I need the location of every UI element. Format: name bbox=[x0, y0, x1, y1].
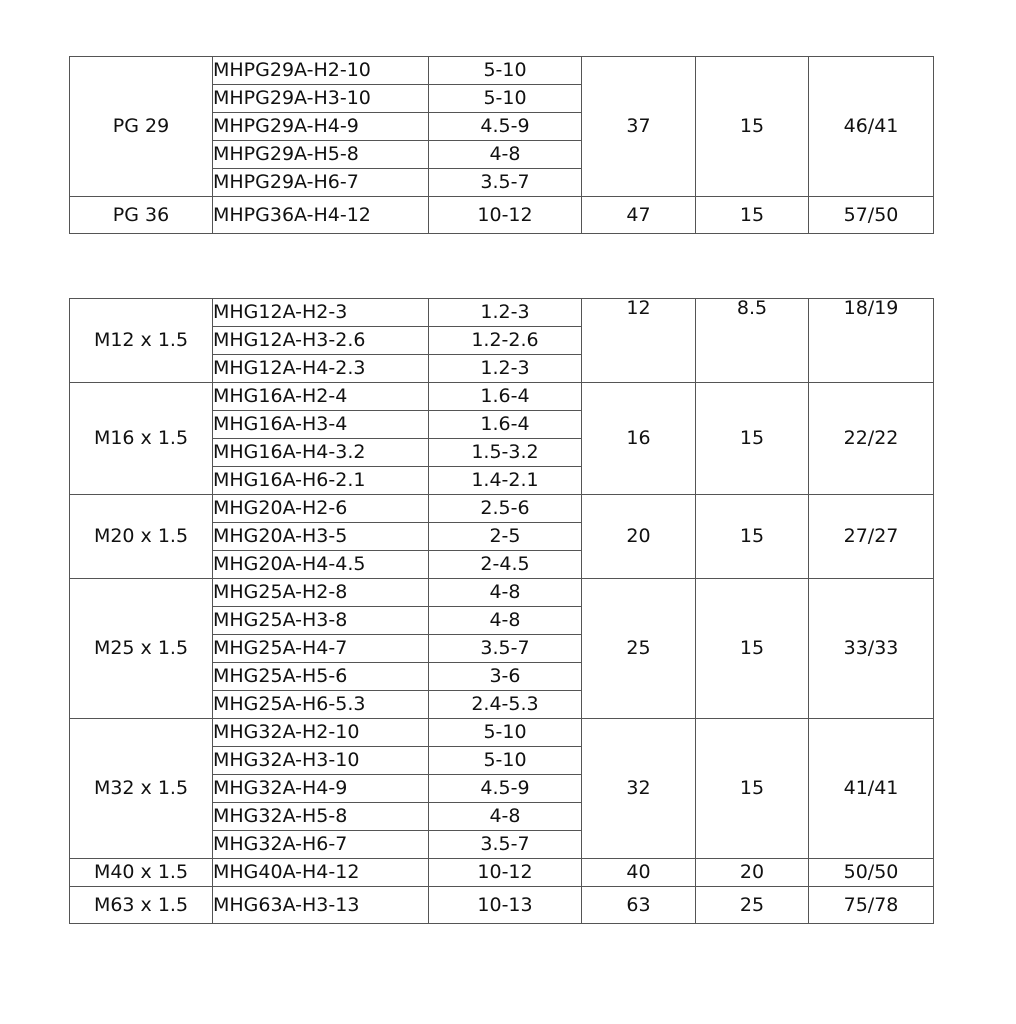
col5-cell: 15 bbox=[696, 495, 809, 579]
thread-cell: M20 x 1.5 bbox=[70, 495, 213, 579]
model-cell: MHG25A-H4-7 bbox=[213, 635, 429, 663]
model-cell: MHG40A-H4-12 bbox=[213, 859, 429, 887]
col4-cell: 47 bbox=[582, 197, 696, 234]
range-cell: 2-5 bbox=[429, 523, 582, 551]
range-cell: 10-12 bbox=[429, 859, 582, 887]
thread-cell: M40 x 1.5 bbox=[70, 859, 213, 887]
col4-cell: 32 bbox=[582, 719, 696, 859]
col4-cell: 40 bbox=[582, 859, 696, 887]
range-cell: 5-10 bbox=[429, 747, 582, 775]
col4-cell: 16 bbox=[582, 383, 696, 495]
col6-cell: 22/22 bbox=[809, 383, 934, 495]
col4-cell: 25 bbox=[582, 579, 696, 719]
model-cell: MHG16A-H6-2.1 bbox=[213, 467, 429, 495]
col5-cell: 8.5 bbox=[696, 299, 809, 383]
col4-cell: 12 bbox=[582, 299, 696, 383]
table-row bbox=[70, 299, 934, 327]
range-cell: 10-12 bbox=[429, 197, 582, 234]
range-cell: 4.5-9 bbox=[429, 113, 582, 141]
range-cell: 3.5-7 bbox=[429, 169, 582, 197]
col5-cell: 15 bbox=[696, 579, 809, 719]
model-cell: MHG16A-H4-3.2 bbox=[213, 439, 429, 467]
table-row bbox=[70, 579, 934, 607]
table-row bbox=[70, 887, 934, 924]
col6-cell: 57/50 bbox=[809, 197, 934, 234]
model-cell: MHG25A-H2-8 bbox=[213, 579, 429, 607]
range-cell: 1.5-3.2 bbox=[429, 439, 582, 467]
spec-table-pg bbox=[69, 56, 934, 234]
table-row bbox=[70, 495, 934, 523]
range-cell: 1.4-2.1 bbox=[429, 467, 582, 495]
range-cell: 1.2-3 bbox=[429, 355, 582, 383]
model-cell: MHG32A-H4-9 bbox=[213, 775, 429, 803]
thread-cell: M12 x 1.5 bbox=[70, 299, 213, 383]
range-cell: 4.5-9 bbox=[429, 775, 582, 803]
col4-cell: 63 bbox=[582, 887, 696, 924]
col4-cell: 20 bbox=[582, 495, 696, 579]
range-cell: 5-10 bbox=[429, 85, 582, 113]
col5-cell: 15 bbox=[696, 383, 809, 495]
model-cell: MHPG36A-H4-12 bbox=[213, 197, 429, 234]
model-cell: MHPG29A-H6-7 bbox=[213, 169, 429, 197]
model-cell: MHG12A-H2-3 bbox=[213, 299, 429, 327]
thread-cell: M25 x 1.5 bbox=[70, 579, 213, 719]
col6-cell: 18/19 bbox=[809, 299, 934, 383]
col5-cell: 15 bbox=[696, 57, 809, 197]
model-cell: MHG20A-H3-5 bbox=[213, 523, 429, 551]
model-cell: MHPG29A-H3-10 bbox=[213, 85, 429, 113]
thread-cell: PG 36 bbox=[70, 197, 213, 234]
model-cell: MHG12A-H4-2.3 bbox=[213, 355, 429, 383]
table-row bbox=[70, 383, 934, 411]
thread-cell: PG 29 bbox=[70, 57, 213, 197]
col5-cell: 15 bbox=[696, 719, 809, 859]
table-row bbox=[70, 57, 934, 85]
table-row bbox=[70, 859, 934, 887]
col4-cell: 37 bbox=[582, 57, 696, 197]
thread-cell: M32 x 1.5 bbox=[70, 719, 213, 859]
model-cell: MHG20A-H2-6 bbox=[213, 495, 429, 523]
col5-cell: 25 bbox=[696, 887, 809, 924]
col6-cell: 75/78 bbox=[809, 887, 934, 924]
range-cell: 2-4.5 bbox=[429, 551, 582, 579]
col5-cell: 20 bbox=[696, 859, 809, 887]
range-cell: 3-6 bbox=[429, 663, 582, 691]
range-cell: 1.2-2.6 bbox=[429, 327, 582, 355]
range-cell: 1.6-4 bbox=[429, 411, 582, 439]
col6-cell: 33/33 bbox=[809, 579, 934, 719]
range-cell: 4-8 bbox=[429, 607, 582, 635]
model-cell: MHG25A-H3-8 bbox=[213, 607, 429, 635]
model-cell: MHG25A-H6-5.3 bbox=[213, 691, 429, 719]
col6-cell: 46/41 bbox=[809, 57, 934, 197]
spec-table-m bbox=[69, 298, 934, 924]
table-row bbox=[70, 719, 934, 747]
range-cell: 10-13 bbox=[429, 887, 582, 924]
model-cell: MHG16A-H3-4 bbox=[213, 411, 429, 439]
range-cell: 2.4-5.3 bbox=[429, 691, 582, 719]
table-row bbox=[70, 197, 934, 234]
model-cell: MHG32A-H6-7 bbox=[213, 831, 429, 859]
col6-cell: 41/41 bbox=[809, 719, 934, 859]
model-cell: MHG32A-H5-8 bbox=[213, 803, 429, 831]
thread-cell: M63 x 1.5 bbox=[70, 887, 213, 924]
col5-cell: 15 bbox=[696, 197, 809, 234]
model-cell: MHG12A-H3-2.6 bbox=[213, 327, 429, 355]
range-cell: 1.2-3 bbox=[429, 299, 582, 327]
range-cell: 2.5-6 bbox=[429, 495, 582, 523]
thread-cell: M16 x 1.5 bbox=[70, 383, 213, 495]
model-cell: MHPG29A-H5-8 bbox=[213, 141, 429, 169]
range-cell: 4-8 bbox=[429, 141, 582, 169]
model-cell: MHG16A-H2-4 bbox=[213, 383, 429, 411]
model-cell: MHG32A-H2-10 bbox=[213, 719, 429, 747]
range-cell: 3.5-7 bbox=[429, 831, 582, 859]
range-cell: 5-10 bbox=[429, 57, 582, 85]
model-cell: MHPG29A-H2-10 bbox=[213, 57, 429, 85]
col6-cell: 50/50 bbox=[809, 859, 934, 887]
model-cell: MHG20A-H4-4.5 bbox=[213, 551, 429, 579]
model-cell: MHG32A-H3-10 bbox=[213, 747, 429, 775]
range-cell: 4-8 bbox=[429, 579, 582, 607]
col6-cell: 27/27 bbox=[809, 495, 934, 579]
range-cell: 1.6-4 bbox=[429, 383, 582, 411]
range-cell: 3.5-7 bbox=[429, 635, 582, 663]
model-cell: MHG63A-H3-13 bbox=[213, 887, 429, 924]
model-cell: MHPG29A-H4-9 bbox=[213, 113, 429, 141]
range-cell: 5-10 bbox=[429, 719, 582, 747]
range-cell: 4-8 bbox=[429, 803, 582, 831]
model-cell: MHG25A-H5-6 bbox=[213, 663, 429, 691]
